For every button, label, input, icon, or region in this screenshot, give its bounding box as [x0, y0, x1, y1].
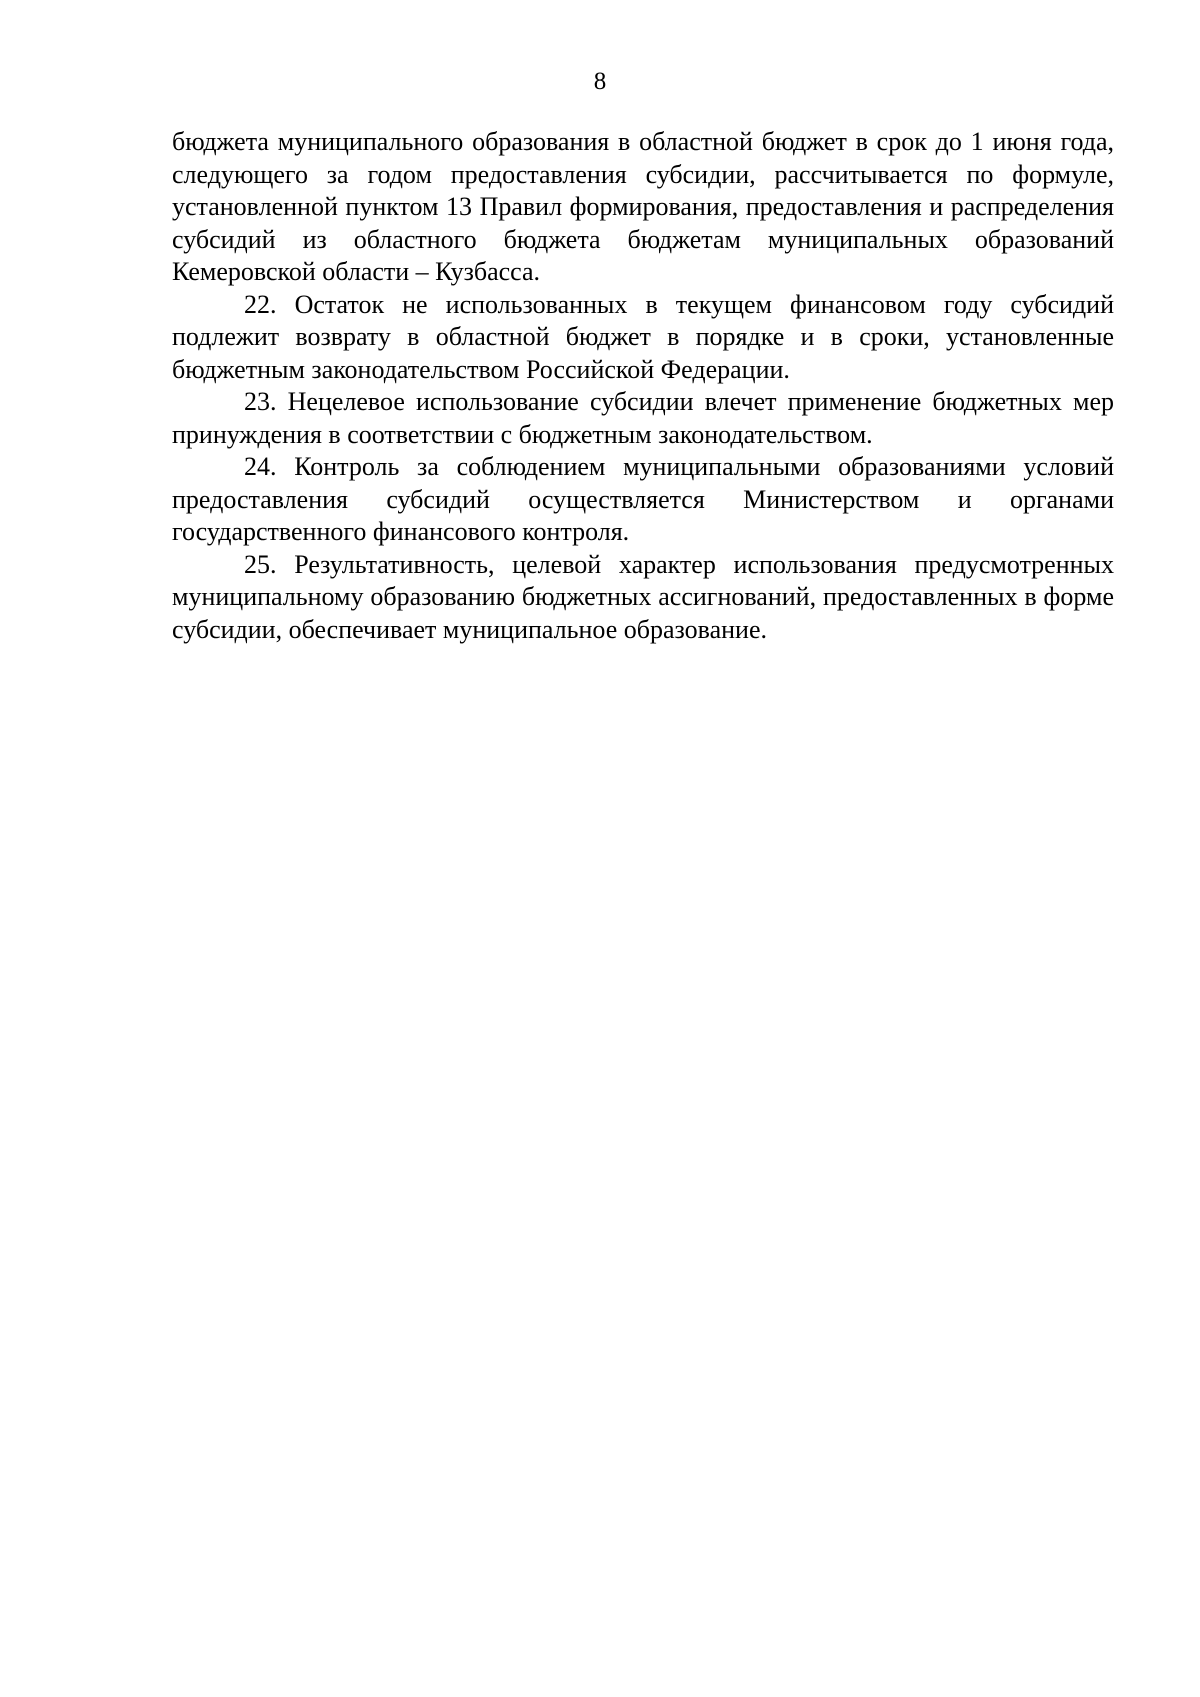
- paragraph-25-effectiveness: 25. Результативность, целевой характер использования предусмотренных муниципальному образованию бюджетных ассигнований, предоставленных в форме субсидии, обеспечивает муниципальное образование.: [172, 549, 1114, 644]
- document-body: [172, 126, 1114, 646]
- paragraph-24-control: 24. Контроль за соблюдением муниципальными образованиями условий предоставления субсидий осуществляется Министерством и органами государственного финансового контроля.: [172, 452, 1114, 546]
- paragraph-continuation: бюджета муниципального образования в областной бюджет в срок до 1 июня года, следующего за годом предоставления субсидии, рассчитывается по формуле, установленной пунктом 13 Правил формирования, предоставления и распределения субсидий из областного бюджета бюджетам муниципальных образований Кемеровской области – Кузбасса.: [172, 127, 1114, 286]
- page-number: 8: [593, 68, 607, 95]
- paragraph-23-misuse: 23. Нецелевое использование субсидии влечет применение бюджетных мер принуждения в соответствии с бюджетным законодательством.: [172, 387, 1114, 449]
- paragraph-22-subsidy-return: 22. Остаток не использованных в текущем финансовом году субсидий подлежит возврату в областной бюджет в порядке и в сроки, установленные бюджетным законодательством Российской Федерации.: [172, 289, 1114, 384]
